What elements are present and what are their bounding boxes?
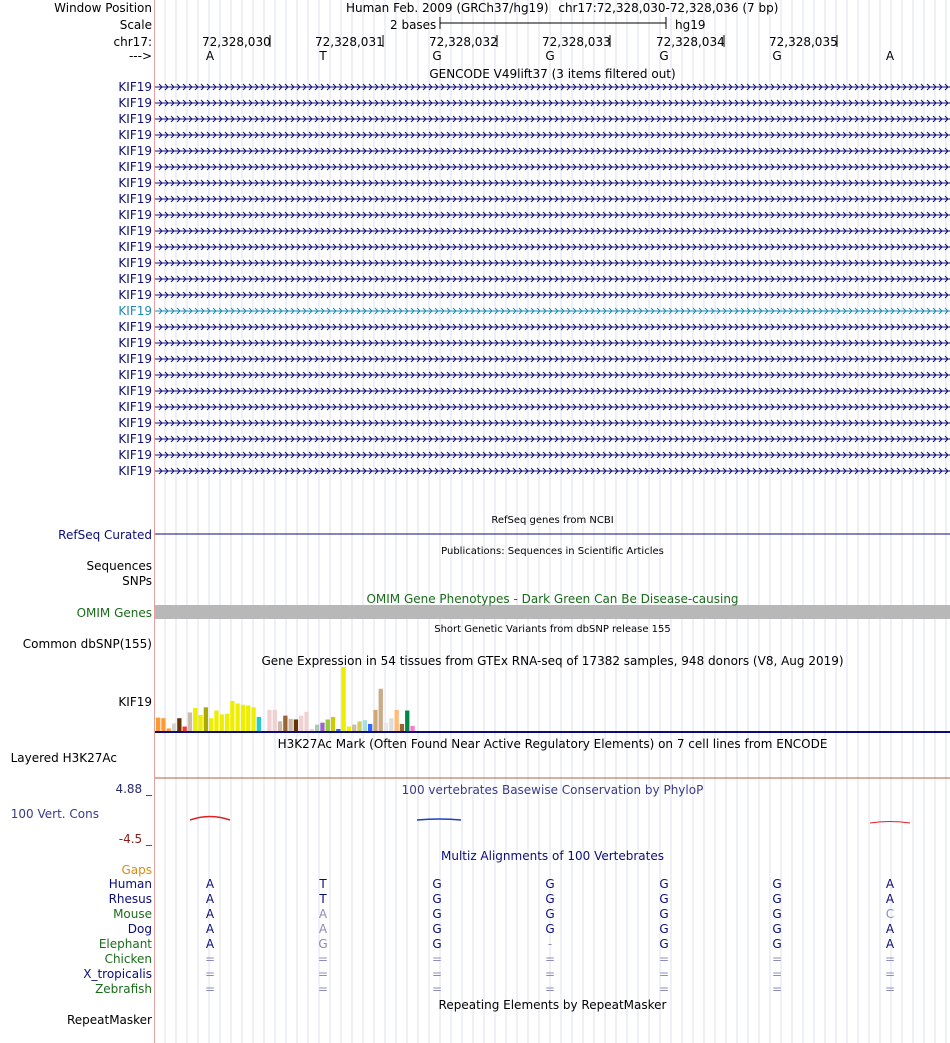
ruler-base: T bbox=[319, 49, 327, 63]
gencode-gene-label[interactable]: KIF19 bbox=[118, 80, 152, 94]
dbsnp-track-title[interactable]: Short Genetic Variants from dbSNP release 155 bbox=[434, 624, 671, 635]
gencode-gene-label[interactable]: KIF19 bbox=[118, 304, 152, 318]
gtex-tissue-bar bbox=[161, 718, 165, 731]
gencode-track-title[interactable]: GENCODE V49lift37 (3 items filtered out) bbox=[429, 67, 676, 81]
multiz-aligned-base: A bbox=[885, 877, 895, 891]
gtex-tissue-bar bbox=[368, 724, 372, 731]
multiz-aligned-base: G bbox=[659, 922, 669, 936]
multiz-aligned-base: = bbox=[658, 982, 670, 996]
gencode-gene-label[interactable]: KIF19 bbox=[118, 368, 152, 382]
gtex-tissue-bar bbox=[193, 708, 197, 731]
gencode-gene-label[interactable]: KIF19 bbox=[118, 256, 152, 270]
multiz-species-label[interactable]: Mouse bbox=[113, 907, 152, 921]
phylop-positive-mark bbox=[417, 819, 461, 820]
gencode-gene-label[interactable]: KIF19 bbox=[118, 128, 152, 142]
gtex-tissue-bar bbox=[357, 721, 361, 731]
pubs-track-title[interactable]: Publications: Sequences in Scientific Articles bbox=[441, 546, 664, 557]
multiz-aligned-base: G bbox=[318, 937, 328, 951]
gtex-tissue-bar bbox=[373, 710, 377, 731]
multiz-aligned-base: A bbox=[885, 922, 895, 936]
ruler-tick-label: 72,328,034 bbox=[656, 35, 725, 49]
phylop-min-label: -4.5 _ bbox=[118, 832, 152, 846]
multiz-aligned-base: = bbox=[884, 967, 896, 981]
assembly-title bbox=[346, 1, 778, 15]
refseq-track-label[interactable]: RefSeq Curated bbox=[58, 528, 152, 542]
multiz-aligned-base: = bbox=[658, 952, 670, 966]
gtex-tissue-bar bbox=[214, 711, 218, 731]
multiz-aligned-base: = bbox=[544, 967, 556, 981]
gencode-gene-label[interactable]: KIF19 bbox=[118, 272, 152, 286]
gtex-tissue-bar bbox=[326, 719, 330, 731]
phylop-negative-mark bbox=[870, 822, 910, 824]
gtex-tissue-bar bbox=[246, 705, 250, 731]
multiz-aligned-base: G bbox=[545, 877, 555, 891]
scale-label: Scale bbox=[119, 18, 152, 32]
gencode-gene-label[interactable]: KIF19 bbox=[118, 336, 152, 350]
multiz-aligned-base: = bbox=[431, 967, 443, 981]
gtex-tissue-bar bbox=[363, 720, 367, 731]
multiz-aligned-base: = bbox=[544, 982, 556, 996]
dbsnp-track-label[interactable]: Common dbSNP(155) bbox=[22, 637, 152, 651]
gtex-tissue-bar bbox=[315, 725, 319, 731]
strand-label: ---> bbox=[128, 49, 152, 63]
multiz-aligned-base: A bbox=[205, 877, 215, 891]
multiz-species-label[interactable]: Elephant bbox=[98, 937, 152, 951]
multiz-aligned-base: G bbox=[772, 892, 782, 906]
multiz-species-label[interactable]: Rhesus bbox=[108, 892, 152, 906]
scale-bar-db: hg19 bbox=[675, 18, 706, 32]
multiz-aligned-base: G bbox=[772, 877, 782, 891]
gtex-tissue-bar bbox=[198, 715, 202, 731]
multiz-aligned-base: A bbox=[205, 937, 215, 951]
gtex-track-title[interactable]: Gene Expression in 54 tissues from GTEx RNA-seq of 17382 samples, 948 donors (V8, Aug 2019) bbox=[261, 654, 844, 668]
gtex-tissue-bar bbox=[188, 712, 192, 731]
gtex-tissue-bar bbox=[273, 710, 277, 731]
gencode-gene-label[interactable]: KIF19 bbox=[118, 176, 152, 190]
gencode-gene-label[interactable]: KIF19 bbox=[118, 400, 152, 414]
ruler-base: G bbox=[545, 49, 555, 63]
gencode-gene-label[interactable]: KIF19 bbox=[118, 384, 152, 398]
multiz-aligned-base: G bbox=[432, 892, 442, 906]
ruler-base: G bbox=[659, 49, 669, 63]
gtex-tissue-bar bbox=[352, 725, 356, 731]
gtex-tissue-bar bbox=[289, 719, 293, 731]
gencode-gene-label[interactable]: KIF19 bbox=[118, 192, 152, 206]
gencode-gene-label[interactable]: KIF19 bbox=[118, 320, 152, 334]
refseq-track-title[interactable]: RefSeq genes from NCBI bbox=[491, 515, 614, 526]
multiz-species-label[interactable]: Human bbox=[108, 877, 152, 891]
chrom-label: chr17: bbox=[113, 35, 152, 49]
gencode-gene-label[interactable]: KIF19 bbox=[118, 288, 152, 302]
multiz-track-title[interactable]: Multiz Alignments of 100 Vertebrates bbox=[440, 849, 665, 863]
multiz-species-label[interactable]: Chicken bbox=[104, 952, 152, 966]
multiz-aligned-base: = bbox=[204, 982, 216, 996]
gtex-track-label[interactable]: KIF19 bbox=[118, 695, 152, 709]
ruler-base: G bbox=[772, 49, 782, 63]
ruler-tick-label: 72,328,032 bbox=[429, 35, 498, 49]
multiz-aligned-base: = bbox=[771, 952, 783, 966]
multiz-aligned-base: = bbox=[658, 967, 670, 981]
ruler-tick-label: 72,328,033 bbox=[542, 35, 611, 49]
gtex-tissue-bar bbox=[331, 717, 335, 731]
gencode-gene-label[interactable]: KIF19 bbox=[118, 96, 152, 110]
multiz-aligned-base: = bbox=[317, 982, 329, 996]
gtex-tissue-bar bbox=[389, 718, 393, 731]
omim-gene-bar bbox=[155, 605, 950, 619]
gencode-gene-label[interactable]: KIF19 bbox=[118, 224, 152, 238]
gtex-tissue-bar bbox=[299, 716, 303, 731]
multiz-aligned-base: A bbox=[318, 922, 328, 936]
multiz-aligned-base: G bbox=[659, 907, 669, 921]
multiz-species-label[interactable]: X_tropicalis bbox=[83, 967, 152, 981]
gencode-gene-label[interactable]: KIF19 bbox=[118, 112, 152, 126]
multiz-aligned-base: A bbox=[205, 907, 215, 921]
assembly-name: Human Feb. 2009 (GRCh37/hg19) bbox=[346, 1, 549, 15]
multiz-aligned-base: A bbox=[885, 937, 895, 951]
multiz-aligned-base: G bbox=[659, 937, 669, 951]
gtex-tissue-bar bbox=[400, 724, 404, 731]
gtex-tissue-bar bbox=[167, 728, 171, 731]
multiz-aligned-base: A bbox=[318, 907, 328, 921]
gtex-tissue-bar bbox=[230, 701, 234, 731]
multiz-aligned-base: T bbox=[319, 877, 327, 891]
gtex-tissue-bar bbox=[304, 712, 308, 731]
multiz-gaps-label[interactable]: Gaps bbox=[121, 863, 152, 877]
multiz-aligned-base: G bbox=[545, 922, 555, 936]
repeatmasker-track-label[interactable]: RepeatMasker bbox=[66, 1013, 152, 1027]
gtex-tissue-bar bbox=[336, 729, 340, 731]
multiz-aligned-base: A bbox=[205, 892, 215, 906]
gtex-tissue-bar bbox=[310, 729, 314, 731]
gtex-tissue-bar bbox=[283, 716, 287, 731]
h3k27ac-track-title[interactable]: H3K27Ac Mark (Often Found Near Active Regulatory Elements) on 7 cell lines from ENCODE bbox=[277, 737, 828, 751]
multiz-aligned-base: = bbox=[204, 952, 216, 966]
gtex-tissue-bar bbox=[257, 717, 261, 731]
gencode-gene-label[interactable]: KIF19 bbox=[118, 240, 152, 254]
gtex-tissue-bar bbox=[405, 711, 409, 731]
gencode-gene-label[interactable]: KIF19 bbox=[118, 432, 152, 446]
gtex-tissue-bar bbox=[220, 714, 224, 731]
ruler-tick-label: 72,328,035 bbox=[769, 35, 838, 49]
gtex-tissue-bar bbox=[204, 707, 208, 731]
multiz-aligned-base: G bbox=[545, 907, 555, 921]
multiz-aligned-base: G bbox=[772, 937, 782, 951]
gtex-tissue-bar bbox=[236, 703, 240, 731]
gencode-gene-label[interactable]: KIF19 bbox=[118, 448, 152, 462]
multiz-aligned-base: G bbox=[432, 922, 442, 936]
multiz-aligned-base: G bbox=[772, 922, 782, 936]
gencode-gene-label[interactable]: KIF19 bbox=[118, 352, 152, 366]
gtex-tissue-bar bbox=[278, 721, 282, 731]
phylop-track-title[interactable]: 100 vertebrates Basewise Conservation by PhyloP bbox=[401, 783, 704, 797]
multiz-aligned-base: = bbox=[317, 952, 329, 966]
ruler-base: G bbox=[432, 49, 442, 63]
phylop-max-label: 4.88 _ bbox=[115, 782, 152, 796]
multiz-aligned-base: = bbox=[771, 967, 783, 981]
ruler-tick-label: 72,328,030 bbox=[202, 35, 271, 49]
multiz-species-label[interactable]: Zebrafish bbox=[95, 982, 152, 996]
pubs-sequences-label[interactable]: Sequences bbox=[86, 559, 152, 573]
multiz-aligned-base: = bbox=[431, 952, 443, 966]
multiz-aligned-base: G bbox=[432, 937, 442, 951]
multiz-aligned-base: = bbox=[884, 952, 896, 966]
multiz-aligned-base: = bbox=[771, 982, 783, 996]
gencode-gene-label[interactable]: KIF19 bbox=[118, 160, 152, 174]
gtex-tissue-bar bbox=[177, 718, 181, 731]
gtex-tissue-bar bbox=[225, 714, 229, 731]
gtex-tissue-bar bbox=[410, 726, 414, 731]
gtex-tissue-bar bbox=[209, 718, 213, 731]
multiz-species-label[interactable]: Dog bbox=[127, 922, 152, 936]
multiz-aligned-base: A bbox=[885, 892, 895, 906]
phylop-track-label[interactable]: 100 Vert. Cons bbox=[10, 807, 99, 821]
ruler-tick-label: 72,328,031 bbox=[315, 35, 384, 49]
multiz-aligned-base: G bbox=[432, 907, 442, 921]
gtex-tissue-bar bbox=[156, 718, 160, 731]
multiz-aligned-base: = bbox=[431, 982, 443, 996]
multiz-aligned-base: G bbox=[772, 907, 782, 921]
h3k27ac-track-label[interactable]: Layered H3K27Ac bbox=[10, 751, 117, 765]
position-readout: chr17:72,328,030-72,328,036 (7 bp) bbox=[558, 1, 779, 15]
ruler-base: A bbox=[205, 49, 215, 63]
omim-track-title[interactable]: OMIM Gene Phenotypes - Dark Green Can Be Disease-causing bbox=[366, 592, 739, 606]
multiz-aligned-base: C bbox=[885, 907, 895, 921]
gencode-gene-label[interactable]: KIF19 bbox=[118, 416, 152, 430]
multiz-aligned-base: = bbox=[884, 982, 896, 996]
multiz-aligned-base: G bbox=[432, 877, 442, 891]
multiz-aligned-base: = bbox=[317, 967, 329, 981]
multiz-aligned-base: = bbox=[204, 967, 216, 981]
multiz-aligned-base: G bbox=[659, 892, 669, 906]
gtex-tissue-bar bbox=[267, 710, 271, 731]
repeatmasker-track-title[interactable]: Repeating Elements by RepeatMasker bbox=[438, 998, 667, 1012]
scale-bar-text: 2 bases bbox=[390, 18, 437, 32]
gtex-tissue-bar bbox=[251, 707, 255, 731]
gtex-tissue-bar bbox=[294, 719, 298, 731]
gencode-gene-label[interactable]: KIF19 bbox=[118, 144, 152, 158]
ruler-base: A bbox=[885, 49, 895, 63]
gtex-tissue-bar bbox=[347, 727, 351, 731]
gtex-tissue-bar bbox=[183, 727, 187, 731]
multiz-aligned-base: T bbox=[319, 892, 327, 906]
gtex-tissue-bar bbox=[241, 705, 245, 731]
multiz-aligned-base: - bbox=[547, 937, 553, 951]
gtex-tissue-bar bbox=[320, 723, 324, 731]
gtex-tissue-bar bbox=[342, 667, 346, 731]
window-position-label: Window Position bbox=[54, 1, 152, 15]
omim-track-label[interactable]: OMIM Genes bbox=[76, 606, 152, 620]
gtex-tissue-bar bbox=[379, 689, 383, 731]
gtex-tissue-bar bbox=[395, 710, 399, 731]
phylop-positive-mark bbox=[190, 817, 230, 821]
gtex-tissue-bar bbox=[172, 723, 176, 731]
multiz-aligned-base: G bbox=[659, 877, 669, 891]
gencode-gene-label[interactable]: KIF19 bbox=[118, 208, 152, 222]
multiz-aligned-base: G bbox=[545, 892, 555, 906]
multiz-aligned-base: = bbox=[544, 952, 556, 966]
gtex-tissue-bar bbox=[384, 723, 388, 731]
gencode-gene-label[interactable]: KIF19 bbox=[118, 464, 152, 478]
pubs-snps-label[interactable]: SNPs bbox=[122, 574, 152, 588]
multiz-aligned-base: A bbox=[205, 922, 215, 936]
